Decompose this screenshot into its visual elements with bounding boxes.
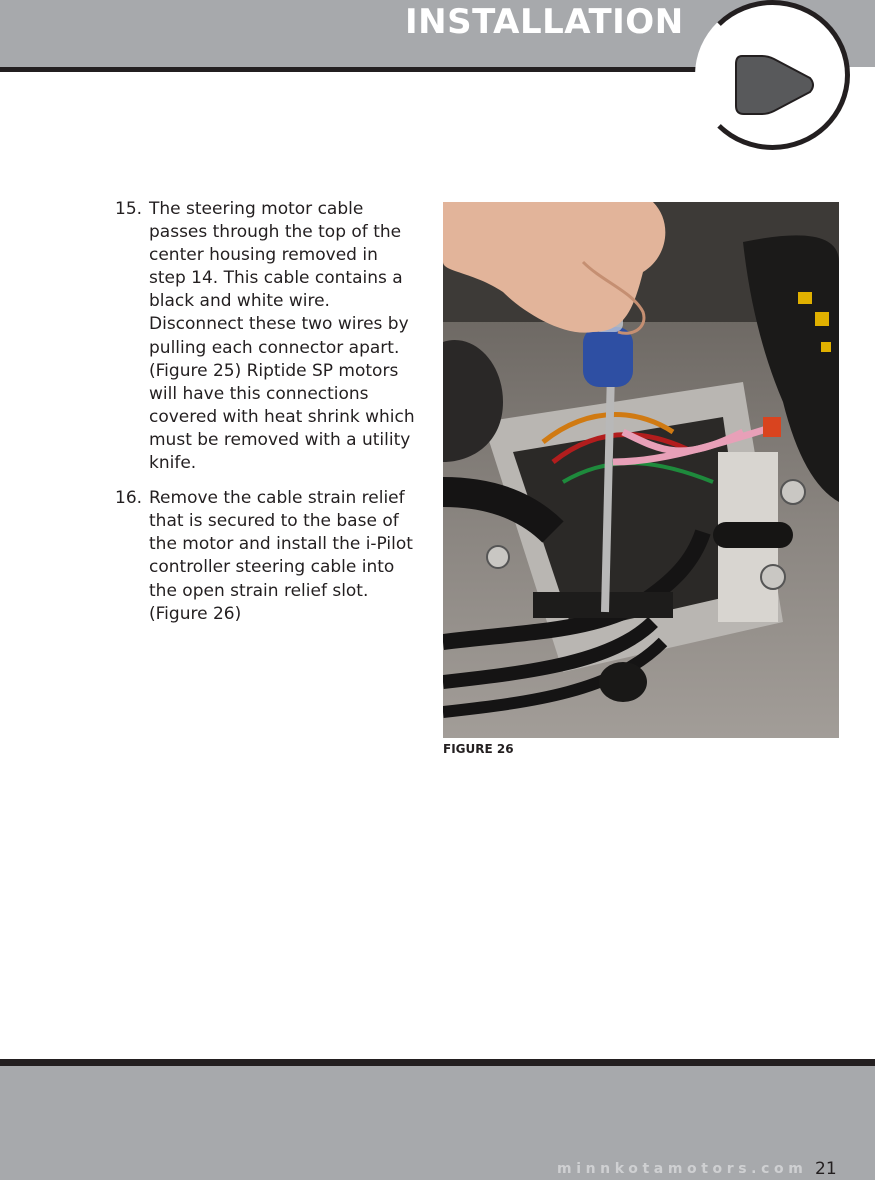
instruction-list — [115, 198, 420, 638]
list-item — [115, 198, 420, 475]
step-text: The steering motor cable passes through the top of the center housing removed in step 14. This cable contains a black and white wire. Disconnect these two wires by pulling each connector apart. (Figure 25) Riptide SP motors will have this connections covered with heat shrink which must be removed with a utility knife. — [149, 199, 415, 474]
page-number: 21 — [815, 1159, 837, 1179]
step-number: 15. — [115, 199, 143, 219]
photo-illustration — [443, 202, 839, 738]
website-url: minnkotamotors.com — [557, 1161, 808, 1177]
step-number: 16. — [115, 488, 143, 509]
section-title: INSTALLATION — [405, 2, 684, 42]
header-rule — [0, 67, 760, 72]
figure-photo — [443, 202, 839, 738]
list-item — [115, 487, 420, 626]
step-text: Remove the cable strain relief that is secured to the base of the motor and install the i-Pilot controller steering cable into the open strain relief slot. (Figure 26) — [149, 488, 413, 624]
play-icon — [732, 52, 818, 118]
figure-caption: FIGURE 26 — [443, 742, 514, 756]
footer-rule — [0, 1059, 875, 1066]
